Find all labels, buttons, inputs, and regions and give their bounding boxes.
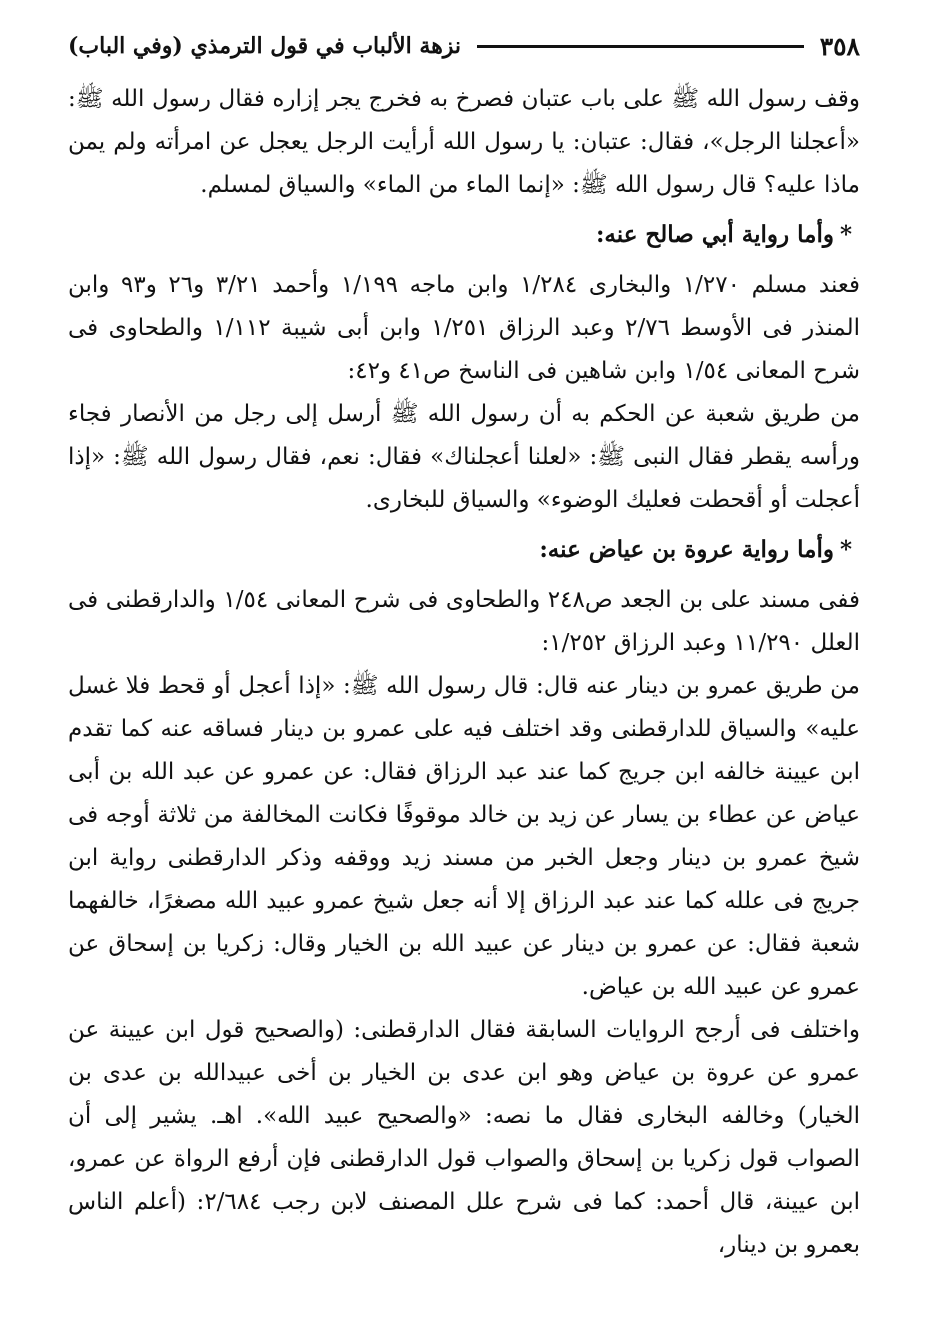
paragraph: فعند مسلم ١/٢٧٠ والبخارى ١/٢٨٤ وابن ماجه ١/١٩٩ وأحمد ٣/٢١ و٢٦ و٩٣ وابن المنذر فى الأوسط ٢/٧٦ وعبد الرزاق ١/٢٥١ وابن أبى شيبة ١/١١٢ والطحاوى فى شرح المعانى ١/٥٤ وابن شاهين فى الناسخ ص٤١ و٤٢: [68, 272, 861, 384]
running-title: نزهة الألباب في قول الترمذي (وفي الباب) [68, 33, 462, 59]
header-rule [477, 45, 804, 48]
star-bullet-icon: * [839, 536, 852, 563]
section-heading-text: وأما رواية عروة بن عياض عنه: [539, 536, 834, 563]
page-header [68, 22, 860, 66]
paragraph: ففى مسند على بن الجعد ص٢٤٨ والطحاوى فى شرح المعانى ١/٥٤ والدارقطنى فى العلل ١١/٢٩٠ وعبد الرزاق ١/٢٥٢: [68, 587, 860, 656]
section-heading [68, 528, 860, 571]
page-number: ٣٥٨ [819, 31, 860, 61]
star-bullet-icon: * [839, 221, 852, 248]
body-text [68, 78, 860, 1267]
document-page [68, 22, 860, 1312]
paragraph: من طريق شعبة عن الحكم به أن رسول الله ﷺ أرسل إلى رجل من الأنصار فجاء ورأسه يقطر فقال النبى ﷺ: «لعلنا أعجلناك» فقال: نعم، فقال رسول الله ﷺ: «إذا أعجلت أو أقحطت فعليك الوضوء» والسياق للبخارى. [68, 401, 860, 513]
paragraph: من طريق عمرو بن دينار عنه قال: قال رسول الله ﷺ: «إذا أعجل أو قحط فلا غسل عليه» والسياق للدارقطنى وقد اختلف فيه على عمرو بن دينار فساقه عنه كما تقدم ابن عيينة خالفه ابن جريج كما عند عبد الرزاق فقال: عن عمرو عن عبد الله بن أبى عياض عن عطاء بن يسار عن زيد بن خالد موقوفًا فكانت المخالفة من ثلاثة أوجه فى شيخ عمرو بن دينار وجعل الخبر من مسند زيد ووقفه وذكر الدارقطنى رواية ابن جريج فى علله كما عند عبد الرزاق إلا أنه جعل شيخ عمرو عبيد الله مصغرًا، خالفهما شعبة فقال: عن عمرو بن دينار عن عبيد الله بن الخيار وقال: زكريا بن إسحاق عن عمرو عن عبيد الله بن عياض. [68, 673, 860, 1000]
paragraph: واختلف فى أرجح الروايات السابقة فقال الدارقطنى: (والصحيح قول ابن عيينة عن عمرو عن عروة بن عياض وهو ابن عدى بن الخيار بن أخى عبيدالله بن عدى بن الخيار) وخالفه البخارى فقال ما نصه: «والصحيح عبيد الله». اهـ. يشير إلى أن الصواب قول زكريا بن إسحاق والصواب قول الدارقطنى فإن أرفع الرواة عن عمرو، ابن عيينة، قال أحمد: كما فى شرح علل المصنف لابن رجب ٢/٦٨٤: (أعلم الناس بعمرو بن دينار، [68, 1017, 860, 1258]
paragraph: وقف رسول الله ﷺ على باب عتبان فصرخ به فخرج يجر إزاره فقال رسول الله ﷺ: «أعجلنا الرجل»، فقال: عتبان: يا رسول الله أرأيت الرجل يعجل عن امرأته ولم يمن ماذا عليه؟ قال رسول الله ﷺ: «إنما الماء من الماء» والسياق لمسلم. [68, 86, 860, 198]
section-heading [68, 213, 860, 256]
section-heading-text: وأما رواية أبي صالح عنه: [595, 221, 834, 248]
